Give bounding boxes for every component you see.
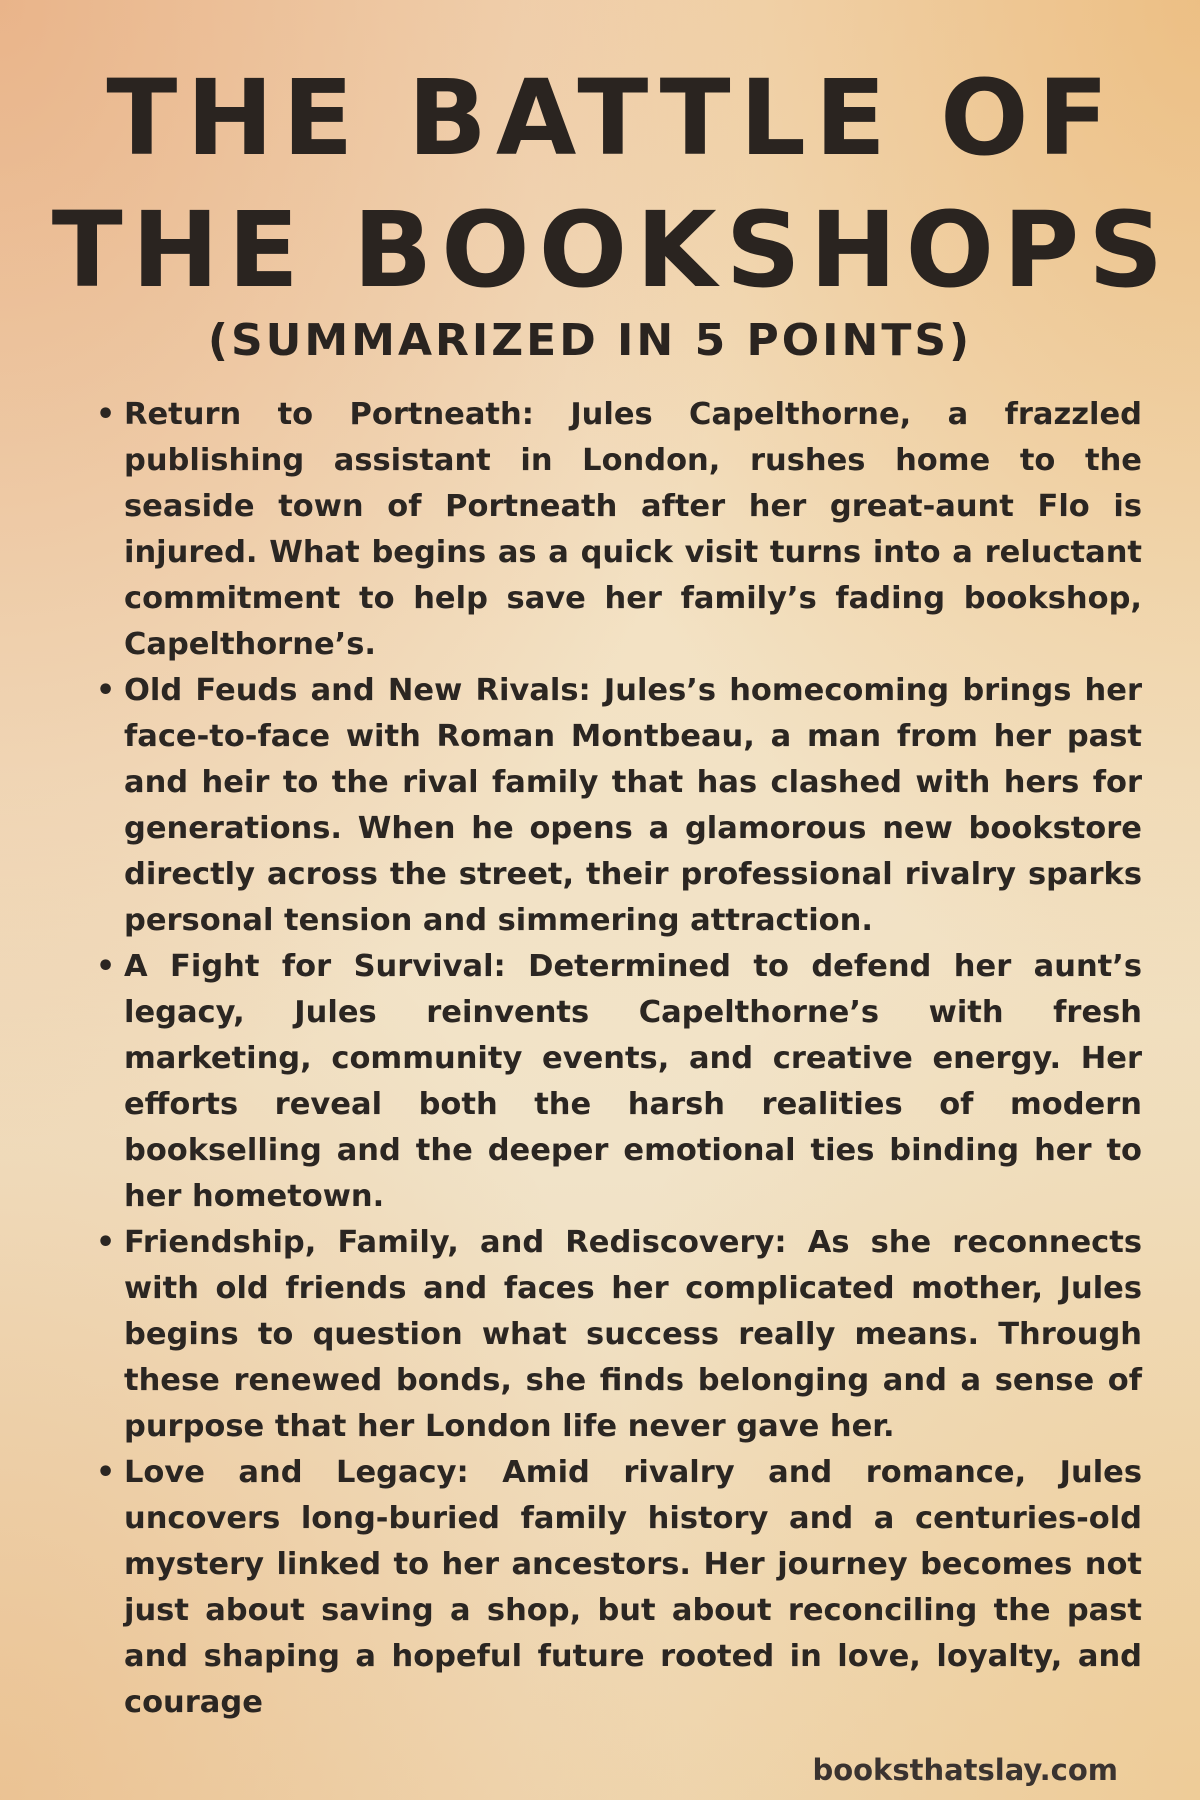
title-line-2: THE BOOKSHOPS bbox=[51, 189, 1173, 311]
summary-point-5 bbox=[96, 1450, 1142, 1726]
summary-point-2 bbox=[96, 668, 1142, 944]
page-title bbox=[0, 52, 1200, 316]
summary-point-text: Old Feuds and New Rivals: Jules’s homecoming brings her face-to-face with Roman Montbeau, a man from her past and heir to the rival family that has clashed with hers for generations. When he opens a glamorous new bookstore directly across the street, their professional rivalry sparks personal tension and simmering attraction. bbox=[124, 673, 1142, 938]
summary-point-text: Friendship, Family, and Rediscovery: As she reconnects with old friends and faces her complicated mother, Jules begins to question what success really means. Through these renewed bonds, she finds belonging and a sense of purpose that her London life never gave her. bbox=[124, 1225, 1142, 1444]
page-subtitle: (SUMMARIZED IN 5 POINTS) bbox=[207, 315, 973, 366]
bullet-icon: • bbox=[96, 1225, 116, 1260]
summary-point-text: Return to Portneath: Jules Capelthorne, a frazzled publishing assistant in London, rushes home to the seaside town of Portneath after her great-aunt Flo is injured. What begins as a quick visit turns into a reluctant commitment to help save her family’s fading bookshop, Capelthorne’s. bbox=[124, 397, 1142, 662]
bullet-icon: • bbox=[96, 673, 116, 708]
site-credit: booksthatslay.com bbox=[812, 1753, 1118, 1787]
summary-point-1 bbox=[96, 392, 1142, 668]
summary-point-text: A Fight for Survival: Determined to defend her aunt’s legacy, Jules reinvents Capelthorne’s with fresh marketing, community events, and creative energy. Her efforts reveal both the harsh realities of modern bookselling and the deeper emotional ties binding her to her hometown. bbox=[124, 949, 1142, 1214]
summary-point-3 bbox=[96, 944, 1142, 1220]
summary-point-text: Love and Legacy: Amid rivalry and romance, Jules uncovers long-buried family history and a centuries-old mystery linked to her ancestors. Her journey becomes not just about saving a shop, but about reconciling the past and shaping a hopeful future rooted in love, loyalty, and courage bbox=[124, 1455, 1142, 1720]
bullet-icon: • bbox=[96, 397, 116, 432]
summary-point-4 bbox=[96, 1220, 1142, 1450]
summary-points-list bbox=[96, 392, 1142, 1726]
bullet-icon: • bbox=[96, 949, 116, 984]
bullet-icon: • bbox=[96, 1455, 116, 1490]
title-line-1: THE BATTLE OF bbox=[106, 57, 1118, 179]
